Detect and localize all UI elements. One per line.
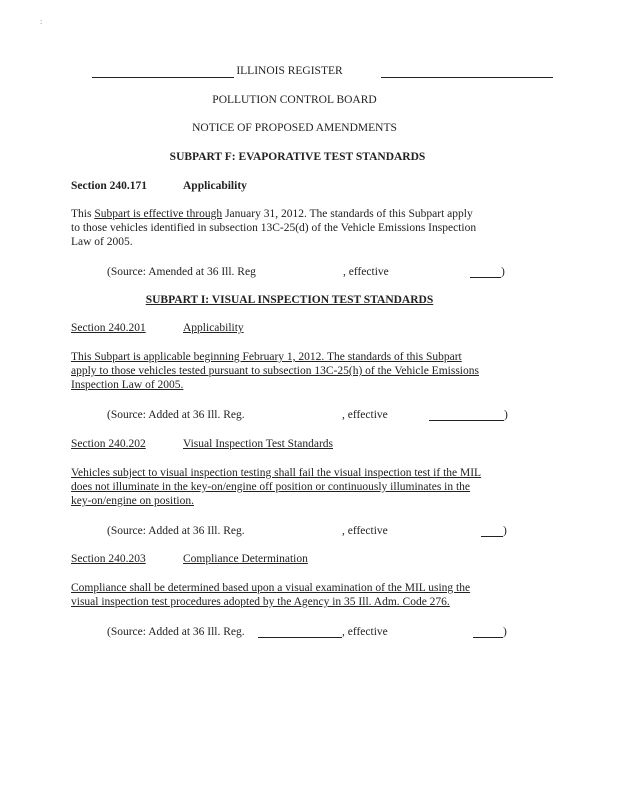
notice-title: NOTICE OF PROPOSED AMENDMENTS [192, 122, 397, 134]
section-240-171-text [71, 207, 511, 249]
source-240-202-effective: , effective [342, 525, 388, 537]
source-240-201-effective: , effective [342, 409, 388, 421]
source-240-201-blank [429, 420, 504, 421]
section-240-171-number: Section 240.171 [71, 180, 148, 192]
subpart-f-title: SUBPART F: EVAPORATIVE TEST STANDARDS [169, 151, 426, 163]
section-240-202-text [71, 466, 511, 508]
source-240-171-end: ) [501, 266, 505, 278]
text-line: key-on/engine on position. [71, 495, 194, 507]
text-line2: to those vehicles identified in subsection 13C-25(d) of the Vehicle Emissions Inspection [71, 222, 477, 234]
source-240-203-label: (Source: Added at 36 Ill. Reg. [107, 626, 245, 638]
page-mark: : [40, 17, 43, 26]
section-240-202-number: Section 240.202 [71, 438, 146, 450]
text-line: Inspection Law of 2005. [71, 379, 184, 391]
section-240-201-text [71, 350, 511, 392]
register-title: ILLINOIS REGISTER [236, 65, 343, 77]
source-240-203-reg-blank [258, 637, 342, 638]
text-line1-rest: January 31, 2012. The standards of this Subpart apply [222, 208, 473, 220]
section-240-201-number: Section 240.201 [71, 322, 146, 334]
source-240-203-end: ) [503, 626, 507, 638]
board-title: POLLUTION CONTROL BOARD [212, 94, 377, 106]
section-240-203-title: Compliance Determination [183, 553, 308, 565]
text-underlined: Subpart is effective through [94, 208, 223, 220]
text-line: Vehicles subject to visual inspection testing shall fail the visual inspection test if the MIL [71, 467, 482, 479]
subpart-i-title: SUBPART I: VISUAL INSPECTION TEST STANDARDS [145, 294, 434, 306]
source-240-203-effective: , effective [342, 626, 388, 638]
source-240-202-end: ) [503, 525, 507, 537]
section-240-202-title: Visual Inspection Test Standards [183, 438, 334, 450]
text-prefix: This [71, 208, 95, 220]
section-240-203-text [71, 581, 511, 609]
text-line: does not illuminate in the key-on/engine off position or continuously illuminates in the [71, 481, 471, 493]
section-240-201-title: Applicability [183, 322, 244, 334]
source-240-202-blank [481, 536, 503, 537]
text-line: Compliance shall be determined based upon a visual examination of the MIL using the [71, 582, 471, 594]
source-240-201-end: ) [504, 409, 508, 421]
source-240-171-effective: , effective [343, 266, 389, 278]
source-240-171-label: (Source: Amended at 36 Ill. Reg [107, 266, 256, 278]
text-line3: Law of 2005. [71, 236, 133, 248]
section-240-203-number: Section 240.203 [71, 553, 146, 565]
text-line: apply to those vehicles tested pursuant to subsection 13C-25(h) of the Vehicle Emissions [71, 365, 479, 377]
source-240-202-label: (Source: Added at 36 Ill. Reg. [107, 525, 245, 537]
source-240-201-label: (Source: Added at 36 Ill. Reg. [107, 409, 245, 421]
source-240-171-blank [470, 277, 501, 278]
section-240-171-title: Applicability [183, 180, 247, 192]
text-line: This Subpart is applicable beginning February 1, 2012. The standards of this Subpart [71, 351, 462, 363]
text-line: visual inspection test procedures adopted by the Agency in 35 Ill. Adm. Code 276. [71, 596, 450, 608]
source-240-203-blank [473, 637, 503, 638]
